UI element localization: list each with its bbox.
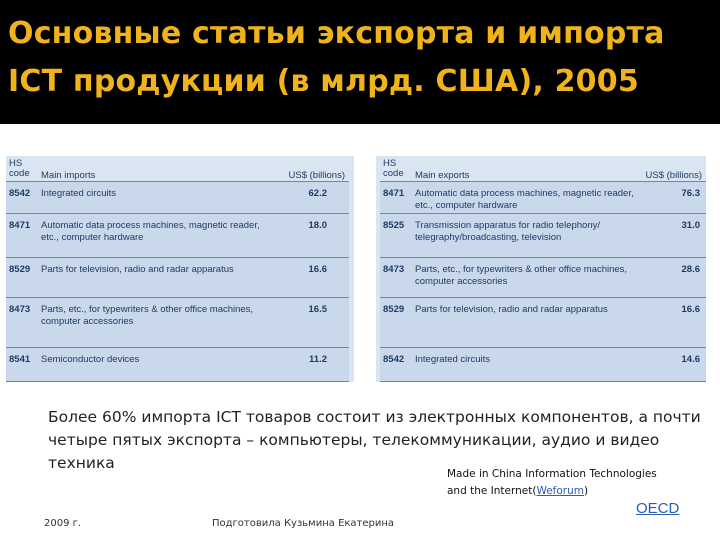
- row-desc: Automatic data process machines, magnetic reader, etc., computer hardware: [41, 220, 260, 243]
- table-row: [380, 182, 706, 214]
- source-line-1: Made in China Information Technologies: [447, 468, 657, 480]
- row-desc: Parts, etc., for typewriters & other office machines, computer accessories: [415, 264, 628, 287]
- row-code: 8529: [383, 304, 405, 315]
- imports-table: [6, 156, 349, 382]
- row-value: 18.0: [308, 220, 327, 231]
- footer-author: Подготовила Кузьмина Екатерина: [212, 518, 395, 529]
- imports-header-main: Main imports: [41, 170, 96, 181]
- table-row: [380, 298, 706, 348]
- row-code: 8541: [9, 354, 31, 365]
- row-desc: Parts for television, radio and radar apparatus: [41, 264, 234, 275]
- table-row: [380, 258, 706, 298]
- exports-header-code: HS code: [383, 158, 404, 179]
- exports-header-usd: US$ (billions): [645, 170, 702, 181]
- row-code: 8473: [9, 304, 31, 315]
- row-value: 16.6: [308, 264, 327, 275]
- row-value: 16.6: [681, 304, 700, 315]
- slide-title: Основные статьи экспорта и импорта ICT продукции (в млрд. США), 2005: [8, 16, 665, 99]
- exports-header: [380, 156, 706, 182]
- row-desc: Parts, etc., for typewriters & other office machines, computer accessories: [41, 304, 254, 327]
- weforum-link[interactable]: Weforum: [536, 485, 585, 497]
- row-value: 76.3: [681, 188, 700, 199]
- exports-header-main: Main exports: [415, 170, 470, 181]
- exports-table: [380, 156, 706, 382]
- row-code: 8525: [383, 220, 405, 231]
- source-prefix: and the Internet(: [447, 485, 537, 497]
- imports-header: [6, 156, 349, 182]
- table-separator: [354, 156, 376, 382]
- table-row: [6, 214, 349, 258]
- row-code: 8542: [9, 188, 31, 199]
- row-desc: Automatic data process machines, magnetic reader, etc., computer hardware: [415, 188, 634, 211]
- imports-header-code: HS code: [9, 158, 30, 179]
- table-row: [6, 298, 349, 348]
- row-value: 11.2: [309, 354, 327, 365]
- row-value: 28.6: [681, 264, 700, 275]
- title-bar: [0, 0, 720, 124]
- source-line-2: [447, 483, 707, 500]
- row-value: 31.0: [681, 220, 700, 231]
- row-value: 16.5: [308, 304, 327, 315]
- row-code: 8542: [383, 354, 405, 365]
- oecd-link[interactable]: OECD: [636, 500, 680, 517]
- row-desc: Parts for television, radio and radar apparatus: [415, 304, 608, 315]
- row-code: 8529: [9, 264, 31, 275]
- row-code: 8471: [9, 220, 31, 231]
- row-desc: Semiconductor devices: [41, 354, 140, 365]
- row-code: 8473: [383, 264, 405, 275]
- table-row: [6, 258, 349, 298]
- row-value: 62.2: [308, 188, 327, 199]
- summary-text: Более 60% импорта ICT товаров состоит из электронных компонентов, а почти четыре пятых экспорта – компьютеры, телекоммуникации, аудио и видео техника: [48, 408, 701, 472]
- imports-header-usd: US$ (billions): [288, 170, 345, 181]
- row-desc: Transmission apparatus for radio telephony/ telegraphy/broadcasting, television: [415, 220, 600, 243]
- source-suffix: ): [584, 485, 589, 497]
- row-code: 8471: [383, 188, 405, 199]
- table-row: [6, 348, 349, 382]
- table-row: [6, 182, 349, 214]
- footer-year: 2009 г.: [44, 518, 82, 529]
- table-row: [380, 214, 706, 258]
- table-row: [380, 348, 706, 382]
- row-value: 14.6: [681, 354, 700, 365]
- row-desc: Integrated circuits: [415, 354, 490, 365]
- trade-table: [6, 156, 706, 382]
- source-note: [447, 466, 707, 500]
- row-desc: Integrated circuits: [41, 188, 116, 199]
